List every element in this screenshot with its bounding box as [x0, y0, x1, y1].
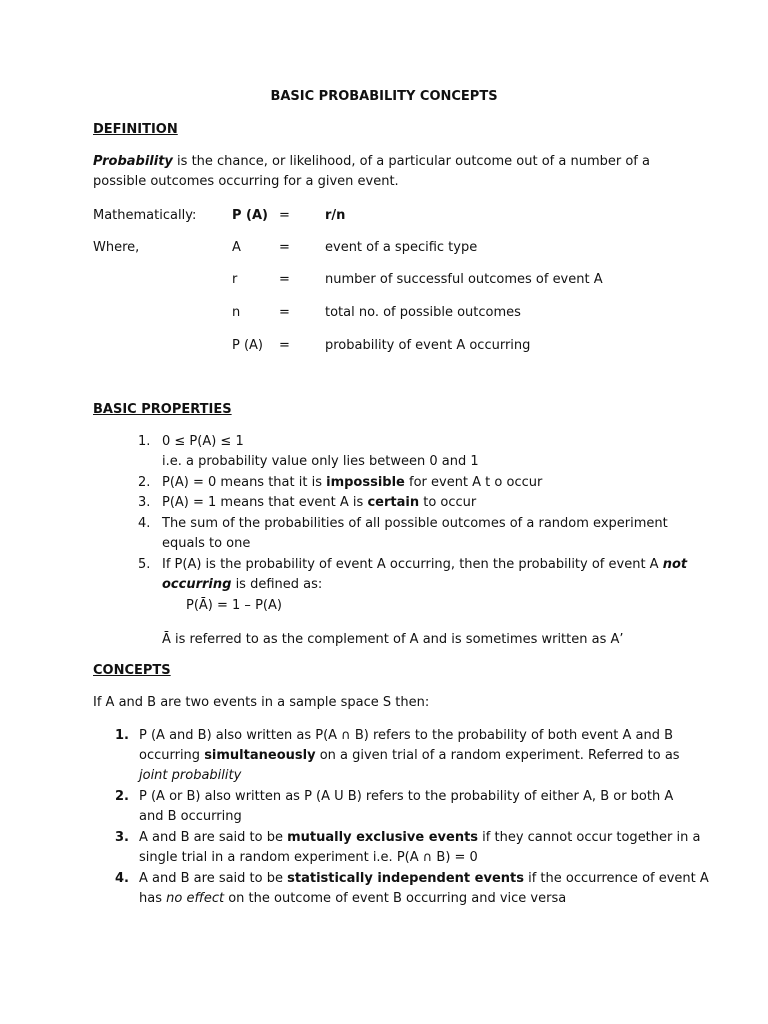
- complement-note: Ā is referred to as the complement of A and is sometimes written as A’: [162, 632, 624, 647]
- emphasis: impossible: [326, 475, 405, 490]
- complement-formula: P(Ā) = 1 – P(A): [186, 598, 282, 613]
- probability-term: Probability: [93, 154, 173, 169]
- list-item: [162, 474, 542, 492]
- list-number: 2.: [138, 475, 151, 490]
- text: to occur: [419, 495, 477, 510]
- emphasis: no effect: [166, 891, 225, 906]
- list-number: 5.: [138, 557, 151, 572]
- list-item: [162, 494, 476, 512]
- list-item-continuation: equals to one: [162, 536, 251, 551]
- row-symbol: P (A): [232, 208, 268, 223]
- properties-heading: BASIC PROPERTIES: [93, 402, 232, 417]
- list-number: 1.: [138, 434, 151, 449]
- definition-paragraph-line-1: [93, 153, 650, 171]
- text: If P(A) is the probability of event A occurring, then the probability of event A: [162, 557, 663, 572]
- document-title: BASIC PROBABILITY CONCEPTS: [270, 89, 498, 104]
- text: A and B are said to be: [139, 871, 288, 886]
- emphasis: simultaneously: [204, 748, 316, 763]
- emphasis: not: [662, 557, 688, 572]
- list-number: 2.: [115, 789, 129, 804]
- row-equals: =: [279, 272, 290, 287]
- list-number: 4.: [138, 516, 151, 531]
- list-item-continuation: single trial in a random experiment i.e. P(A ∩ B) = 0: [139, 850, 478, 865]
- row-description: number of successful outcomes of event A: [325, 272, 603, 287]
- text: on a given trial of a random experiment. Referred to as: [315, 748, 680, 763]
- text: if they cannot occur together in a: [478, 830, 701, 845]
- text: if the occurrence of event A: [523, 871, 709, 886]
- list-item: 0 ≤ P(A) ≤ 1: [162, 434, 244, 449]
- row-description: probability of event A occurring: [325, 338, 531, 353]
- text: P(A) = 1 means that event A is: [162, 495, 368, 510]
- list-item: P (A and B) also written as P(A ∩ B) refers to the probability of both event A and B: [139, 728, 674, 743]
- list-item-continuation: [162, 576, 322, 594]
- concepts-intro: If A and B are two events in a sample space S then:: [93, 695, 430, 710]
- row-description: event of a specific type: [325, 240, 478, 255]
- row-equals: =: [279, 305, 290, 320]
- row-symbol: P (A): [232, 338, 264, 353]
- text: is defined as:: [231, 577, 323, 592]
- row-equals: =: [279, 240, 290, 255]
- row-label: Mathematically:: [93, 208, 197, 223]
- text: on the outcome of event B occurring and vice versa: [224, 891, 567, 906]
- list-item-continuation: [139, 747, 680, 765]
- row-label: Where,: [93, 240, 140, 255]
- list-item-continuation: i.e. a probability value only lies between 0 and 1: [162, 454, 479, 469]
- list-item-continuation: and B occurring: [139, 809, 242, 824]
- text: for event A t o occur: [404, 475, 543, 490]
- text: P(A) = 0 means that it is: [162, 475, 327, 490]
- row-symbol: r: [232, 272, 238, 287]
- row-symbol: n: [232, 305, 241, 320]
- text: A and B are said to be: [139, 830, 288, 845]
- row-equals: =: [279, 338, 290, 353]
- list-item: [139, 870, 709, 888]
- row-symbol: A: [232, 240, 241, 255]
- text: occurring: [139, 748, 205, 763]
- list-item: [139, 829, 700, 847]
- list-item-continuation: [139, 890, 566, 908]
- list-item: P (A or B) also written as P (A U B) refers to the probability of either A, B or both A: [139, 789, 674, 804]
- emphasis: certain: [367, 495, 420, 510]
- row-equals: =: [279, 208, 290, 223]
- list-number: 4.: [115, 871, 129, 886]
- concepts-heading: CONCEPTS: [93, 663, 171, 678]
- text: has: [139, 891, 167, 906]
- emphasis: statistically independent events: [287, 871, 524, 886]
- list-number: 3.: [115, 830, 129, 845]
- definition-heading: DEFINITION: [93, 122, 178, 137]
- emphasis: mutually exclusive events: [287, 830, 479, 845]
- row-formula: r/n: [325, 208, 346, 223]
- list-item: The sum of the probabilities of all possible outcomes of a random experiment: [162, 516, 668, 531]
- list-item-continuation: joint probability: [139, 768, 242, 783]
- definition-paragraph-line-2: possible outcomes occurring for a given event.: [93, 174, 399, 189]
- list-number: 1.: [115, 728, 129, 743]
- definition-text: is the chance, or likelihood, of a particular outcome out of a number of a: [172, 154, 650, 169]
- list-number: 3.: [138, 495, 151, 510]
- emphasis: occurring: [162, 577, 232, 592]
- list-item: [162, 556, 687, 574]
- row-description: total no. of possible outcomes: [325, 305, 521, 320]
